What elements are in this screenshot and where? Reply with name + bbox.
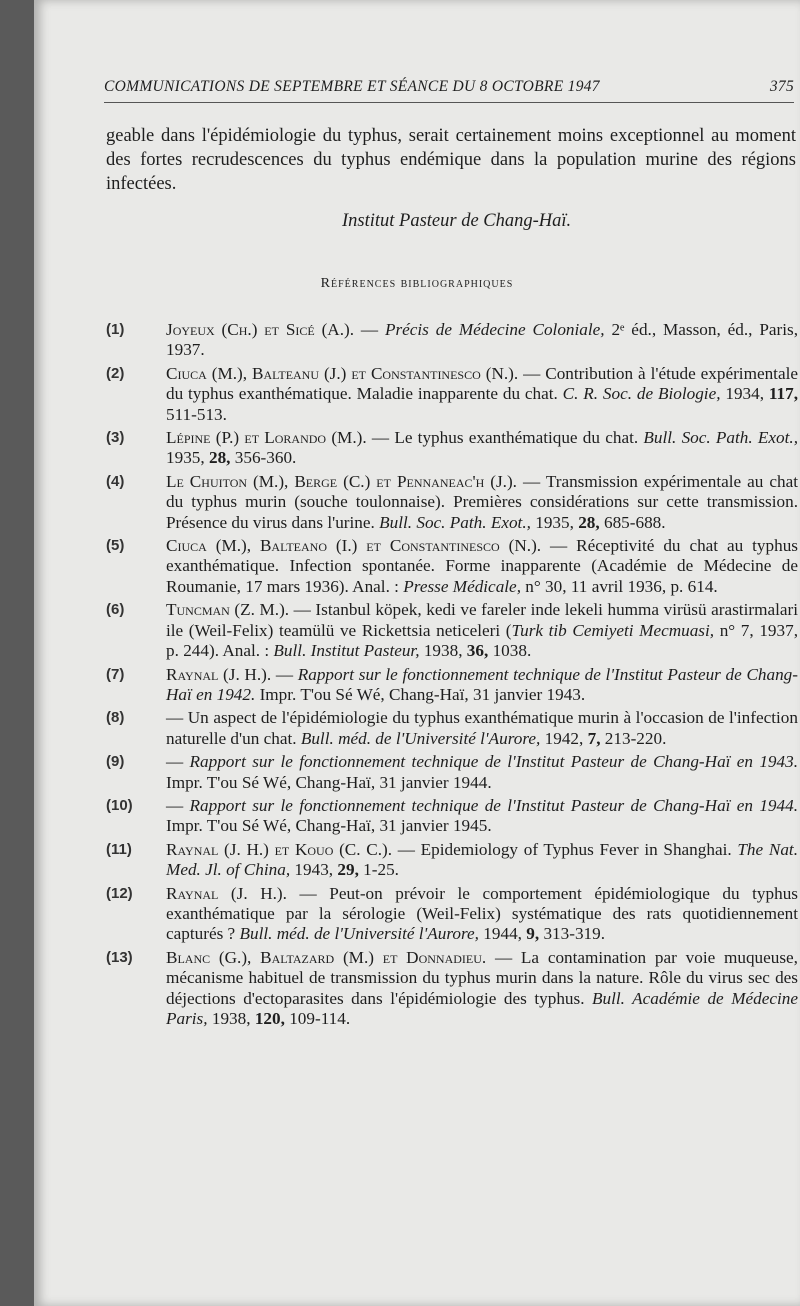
intro-paragraph: geable dans l'épidémiologie du typhus, serait certainement moins exceptionnel au moment des fortes recrudescences du typhus endémique dans la population murine des régions infectées. <box>106 126 796 194</box>
reference-volume: 120, <box>254 1009 285 1028</box>
reference-number: (10) <box>106 796 133 814</box>
running-title: COMMUNICATIONS DE SEPTEMBRE ET SÉANCE DU 8 OCTOBRE 1947 <box>104 78 600 95</box>
reference-authors: Lépine (P.) et Lorando (M.). <box>166 428 367 448</box>
reference-number: (7) <box>106 665 125 683</box>
reference-text: n° 7, 1937, p. 244). Anal. : <box>166 620 799 661</box>
reference-text: 1944, <box>478 924 527 944</box>
reference-item <box>106 472 798 533</box>
reference-title: Rapport sur le fonctionnement technique de l'Institut Pasteur de Chang-Haï en 1942. <box>166 664 799 704</box>
reference-title: Rapport sur le fonctionnement technique de l'Institut Pasteur de Chang-Haï en 1943. <box>189 752 799 772</box>
reference-pages: 685-688. <box>599 512 666 532</box>
reference-authors: Raynal (J. H.). <box>166 664 272 684</box>
reference-text: 1942, <box>540 728 588 748</box>
reference-pages: 356-360. <box>230 448 297 468</box>
reference-text: — Istanbul köpek, kedi ve fareler inde lekeli humma virüsü arastirmalari ile (Weil-Felix) teamülü ve Rickettsia neticeleri ( <box>166 600 798 640</box>
page-number: 375 <box>769 78 794 95</box>
reference-text: — <box>166 795 190 815</box>
references-title: Références bibliographiques <box>320 276 514 291</box>
signature: Institut Pasteur de Chang-Haï. <box>342 211 572 231</box>
book-page <box>34 0 800 1306</box>
reference-item <box>106 796 798 837</box>
reference-volume: 7, <box>587 728 601 748</box>
reference-volume: 28, <box>208 448 231 468</box>
reference-text: — <box>354 320 385 339</box>
reference-title: Presse Médicale, <box>403 576 521 596</box>
reference-item <box>106 708 798 749</box>
reference-pages: 1038. <box>488 641 532 661</box>
reference-authors: Le Chuiton (M.), Berge (C.) et Pennaneac'h (J.). <box>166 471 517 491</box>
reference-title: The Nat. Med. Jl. of China, <box>166 839 798 880</box>
reference-text: 1938, <box>419 641 467 661</box>
reference-text: Impr. T'ou Sé Wé, Chang-Haï, 31 janvier 1943. <box>255 684 586 704</box>
reference-pages: 213-220. <box>600 728 667 748</box>
reference-item <box>106 364 798 425</box>
reference-text: — La contamination par voie muqueuse, mécanisme habituel de transmission du typhus murin dans la nature. Rôle du virus sec des déjections d'ectoparasites dans l'épidémiologie des typhus. <box>166 947 798 1008</box>
reference-text: — <box>166 752 190 772</box>
reference-number: (3) <box>106 429 125 447</box>
reference-text: — <box>271 664 298 684</box>
reference-item <box>106 840 798 881</box>
reference-volume: 117, <box>768 384 799 404</box>
reference-volume: 29, <box>337 860 359 880</box>
reference-pages: 511-513. <box>166 404 227 424</box>
reference-text: — Epidemiology of Typhus Fever in Shanghai. <box>392 839 738 859</box>
reference-title: Bull. méd. de l'Université l'Aurore, <box>239 924 479 944</box>
reference-number: (5) <box>106 537 125 555</box>
reference-text: — Peut-on prévoir le comportement épidémiologique du typhus exanthématique par la sérologie (Weil-Felix) systématique des rats quotidiennement capturés ? <box>166 883 798 944</box>
reference-number: (12) <box>106 884 133 902</box>
reference-number: (6) <box>106 601 125 619</box>
reference-item <box>106 948 798 1030</box>
reference-pages: 109-114. <box>284 1009 351 1028</box>
reference-authors: Ciuca (M.), Balteanu (J.) et Constantinesco (N.). <box>166 363 519 383</box>
reference-title: Bull. méd. de l'Université l'Aurore, <box>300 728 541 748</box>
reference-number: (11) <box>106 840 132 858</box>
header-rule <box>104 102 794 103</box>
reference-title: Bull. Académie de Médecine Paris, <box>166 988 798 1028</box>
reference-authors: Ciuca (M.), Balteano (I.) et Constantinesco (N.). <box>166 536 542 556</box>
reference-text: Impr. T'ou Sé Wé, Chang-Haï, 31 janvier 1944. <box>166 772 492 792</box>
reference-text: — Le typhus exanthématique du chat. <box>366 428 644 448</box>
reference-item <box>106 752 798 793</box>
reference-text: Impr. T'ou Sé Wé, Chang-Haï, 31 janvier 1945. <box>166 816 492 836</box>
reference-pages: 1-25. <box>358 860 399 880</box>
reference-volume: 36, <box>466 641 489 661</box>
reference-text: 1938, <box>207 1009 255 1028</box>
reference-volume: 28, <box>578 512 600 532</box>
reference-item <box>106 428 798 469</box>
reference-text: 2ᵉ éd., Masson, éd., Paris, 1937. <box>166 320 798 360</box>
reference-title: Bull. Soc. Path. Exot., <box>643 428 798 448</box>
references-list <box>106 320 798 1032</box>
running-header <box>104 78 794 96</box>
reference-number: (4) <box>106 472 125 490</box>
reference-text: — Un aspect de l'épidémiologie du typhus exanthématique murin à l'occasion de l'infection naturelle d'un chat. <box>166 708 798 748</box>
reference-authors: Blanc (G.), Baltazard (M.) et Donnadieu. <box>166 947 487 967</box>
reference-pages: 313-319. <box>539 924 606 944</box>
reference-item <box>106 536 798 597</box>
reference-text: — Réceptivité du chat au typhus exanthématique. Infection spontanée. Forme inapparente (Académie de Médecine de Roumanie, 17 mars 1936). Anal. : <box>166 536 798 596</box>
reference-authors: Raynal (J. H.) et Kouo (C. C.). <box>166 839 393 859</box>
reference-text: — Transmission expérimentale au chat du typhus murin (souche toulonnaise). Premières considérations sur cette transmission. Présence du virus dans l'urine. <box>166 471 798 532</box>
reference-number: (1) <box>106 321 125 338</box>
reference-number: (8) <box>106 709 125 727</box>
reference-number: (2) <box>106 364 125 382</box>
reference-title: Bull. Soc. Path. Exot., <box>379 512 531 532</box>
reference-item <box>106 665 798 706</box>
reference-title: Turk tib Cemiyeti Mecmuasi, <box>511 620 715 640</box>
reference-number: (13) <box>106 948 133 966</box>
reference-item <box>106 600 798 661</box>
reference-item <box>106 884 798 945</box>
reference-title: Précis de Médecine Coloniale, <box>384 320 605 339</box>
reference-text: 1935, <box>530 512 579 532</box>
reference-text: n° 30, 11 avril 1936, p. 614. <box>521 576 718 596</box>
reference-title: Rapport sur le fonctionnement technique de l'Institut Pasteur de Chang-Haï en 1944. <box>189 795 799 815</box>
reference-volume: 9, <box>526 924 540 944</box>
reference-authors: Joyeux (Ch.) et Sicé (A.). <box>166 320 355 339</box>
reference-authors: Tuncman (Z. M.). <box>166 600 290 620</box>
reference-authors: Raynal (J. H.). <box>166 883 287 903</box>
reference-title: C. R. Soc. de Biologie, <box>562 384 721 404</box>
reference-item <box>106 320 798 361</box>
reference-text: 1934, <box>720 384 769 404</box>
reference-text: 1935, <box>166 448 209 468</box>
reference-number: (9) <box>106 753 125 771</box>
reference-text: — Contribution à l'étude expérimentale du typhus exanthématique. Maladie inapparente du chat. <box>166 363 798 404</box>
reference-text: 1943, <box>290 860 338 880</box>
reference-title: Bull. Institut Pasteur, <box>273 641 420 661</box>
